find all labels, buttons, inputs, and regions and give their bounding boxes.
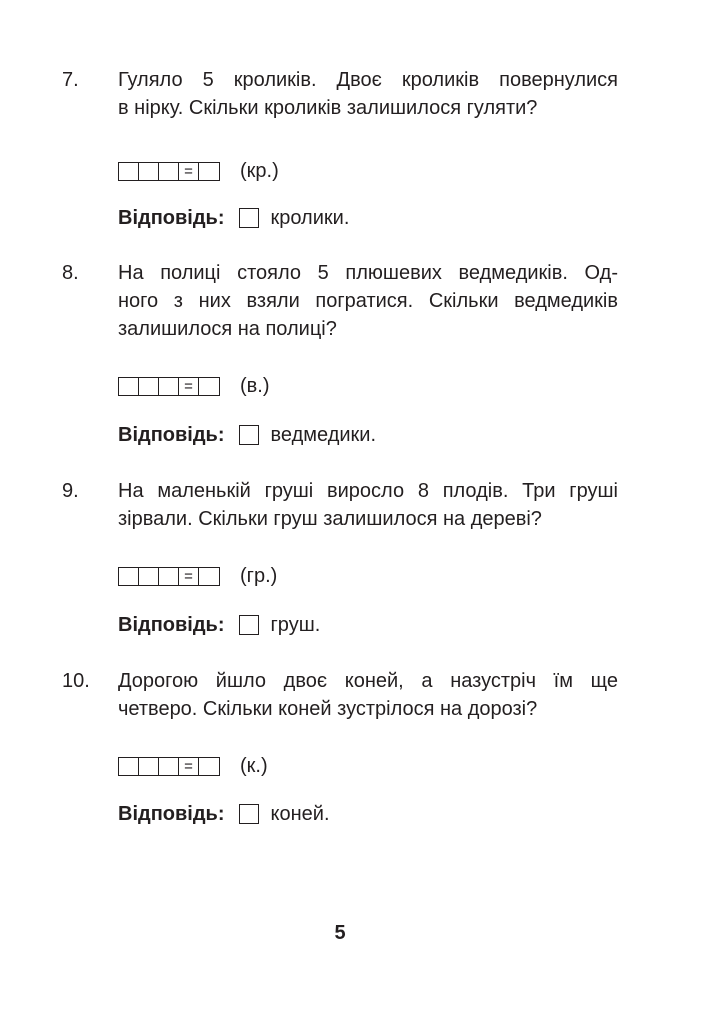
formula-cell[interactable] bbox=[119, 378, 139, 395]
answer-box[interactable] bbox=[239, 425, 259, 445]
task-text-line: Гуляло 5 кроликів. Двоє кроликів повернулися bbox=[118, 69, 618, 91]
answer-10 bbox=[118, 802, 330, 826]
task-text-line: зірвали. Скільки груш залишилося на дереві? bbox=[118, 508, 542, 530]
formula-unit: (гр.) bbox=[240, 565, 278, 587]
task-text bbox=[118, 667, 618, 723]
formula-boxes bbox=[118, 162, 220, 181]
answer-label: Відповідь: bbox=[118, 802, 225, 825]
answer-box[interactable] bbox=[239, 615, 259, 635]
equals-sign: = bbox=[179, 378, 199, 395]
formula-boxes bbox=[118, 567, 220, 586]
task-text-line: залишилося на полиці? bbox=[118, 318, 337, 340]
formula-cell[interactable] bbox=[159, 163, 179, 180]
formula-unit: (в.) bbox=[240, 375, 270, 397]
task-text bbox=[118, 259, 618, 343]
answer-8 bbox=[118, 423, 376, 447]
answer-label: Відповідь: bbox=[118, 206, 225, 229]
task-text bbox=[118, 66, 618, 122]
formula-cell[interactable] bbox=[139, 163, 159, 180]
task-text bbox=[118, 477, 618, 533]
formula-cell[interactable] bbox=[159, 378, 179, 395]
answer-unit: груш. bbox=[270, 613, 321, 636]
formula-cell[interactable] bbox=[139, 378, 159, 395]
equals-sign: = bbox=[179, 758, 199, 775]
answer-box[interactable] bbox=[239, 208, 259, 228]
task-text-line: На полиці стояло 5 плюшевих ведмедиків. Од- bbox=[118, 262, 618, 284]
formula-result-cell[interactable] bbox=[199, 378, 219, 395]
formula-cell[interactable] bbox=[139, 568, 159, 585]
answer-9 bbox=[118, 613, 320, 637]
answer-unit: кролики. bbox=[270, 206, 350, 229]
formula-cell[interactable] bbox=[119, 568, 139, 585]
task-text-line: в нірку. Скільки кроликів залишилося гуляти? bbox=[118, 97, 538, 119]
task-number: 9. bbox=[62, 480, 79, 502]
task-text-line: Дорогою йшло двоє коней, а назустріч їм ще bbox=[118, 670, 618, 692]
task-number: 8. bbox=[62, 262, 79, 284]
answer-7 bbox=[118, 206, 349, 230]
equals-sign: = bbox=[179, 163, 199, 180]
answer-unit: ведмедики. bbox=[270, 423, 377, 446]
answer-box[interactable] bbox=[239, 804, 259, 824]
formula-result-cell[interactable] bbox=[199, 163, 219, 180]
task-text-line: На маленькій груші виросло 8 плодів. Три груші bbox=[118, 480, 618, 502]
formula-7 bbox=[118, 160, 279, 182]
formula-cell[interactable] bbox=[119, 758, 139, 775]
formula-9 bbox=[118, 565, 277, 587]
formula-result-cell[interactable] bbox=[199, 758, 219, 775]
page-number: 5 bbox=[334, 922, 346, 944]
answer-unit: коней. bbox=[270, 802, 330, 825]
answer-label: Відповідь: bbox=[118, 423, 225, 446]
task-number: 10. bbox=[62, 670, 90, 692]
formula-cell[interactable] bbox=[119, 163, 139, 180]
formula-boxes bbox=[118, 757, 220, 776]
formula-cell[interactable] bbox=[139, 758, 159, 775]
formula-8 bbox=[118, 375, 270, 397]
equals-sign: = bbox=[179, 568, 199, 585]
task-number: 7. bbox=[62, 69, 79, 91]
formula-10 bbox=[118, 755, 268, 777]
answer-label: Відповідь: bbox=[118, 613, 225, 636]
formula-boxes bbox=[118, 377, 220, 396]
formula-unit: (кр.) bbox=[240, 160, 279, 182]
task-text-line: четверо. Скільки коней зустрілося на дорозі? bbox=[118, 698, 538, 720]
task-text-line: ного з них взяли погратися. Скільки ведмедиків bbox=[118, 290, 618, 312]
formula-cell[interactable] bbox=[159, 758, 179, 775]
formula-cell[interactable] bbox=[159, 568, 179, 585]
formula-unit: (к.) bbox=[240, 755, 268, 777]
formula-result-cell[interactable] bbox=[199, 568, 219, 585]
